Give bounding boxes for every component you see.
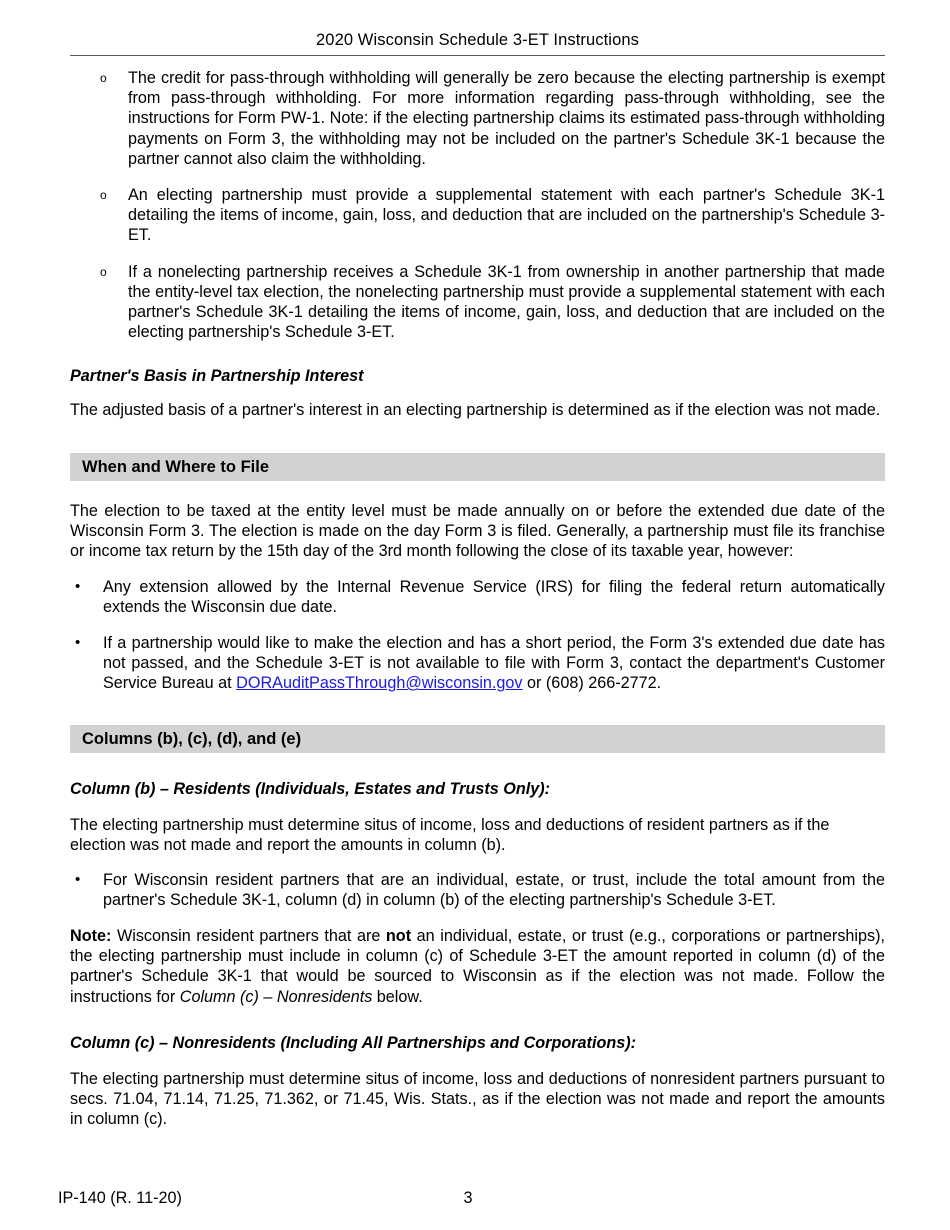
list-item	[70, 68, 885, 169]
list-item-text: Any extension allowed by the Internal Revenue Service (IRS) for filing the federal return automatically extends the Wisconsin due date.	[103, 578, 885, 617]
round-bullet-icon: •	[75, 578, 81, 596]
header-divider	[70, 55, 885, 56]
circle-bullet-icon: o	[100, 71, 107, 85]
list-item-text-before-link: If a partnership would like to make the election and has a short period, the Form 3's extended due date has not passed, and the Schedule 3-ET is not available to file with Form 3, contact the department's Customer Service Bureau at	[103, 633, 885, 693]
list-item	[70, 262, 885, 343]
section-banner-title: When and Where to File	[82, 457, 270, 476]
section-banner-title: Columns (b), (c), (d), and (e)	[82, 730, 302, 749]
list-item-text: For Wisconsin resident partners that are an individual, estate, or trust, include the total amount from the partner's Schedule 3K-1, column (d) in column (b) of the electing partnership's Schedule 3-ET.	[103, 870, 885, 909]
list-item-text: The credit for pass-through withholding will generally be zero because the electing partnership is exempt from pass-through withholding. For more information regarding pass-through withholding, see the instructions for Form PW-1. Note: if the electing partnership claims its estimated pass-through withholding payments on Form 3, the withholding may not be included on the partner's Schedule 3K-1 because the partner cannot also claim the withholding.	[128, 69, 885, 168]
document-body	[70, 68, 885, 1130]
round-bullet-icon: •	[75, 633, 81, 651]
page-number: 3	[463, 1189, 473, 1207]
note-text-1: Wisconsin resident partners that are	[111, 927, 386, 946]
partners-basis-paragraph: The adjusted basis of a partner's interest in an electing partnership is determined as if the election was not made.	[70, 401, 881, 420]
sub-bullet-list	[70, 68, 885, 342]
list-item	[70, 185, 885, 246]
column-c-paragraph: The electing partnership must determine situs of income, loss and deductions of nonresident partners pursuant to secs. 71.04, 71.14, 71.25, 71.362, or 71.45, Wis. Stats., as if the election was not made and report the amounts in column (c).	[70, 1069, 885, 1129]
column-b-bullet-list	[70, 870, 885, 910]
circle-bullet-icon: o	[100, 188, 107, 203]
round-bullet-icon: •	[75, 870, 81, 888]
circle-bullet-icon: o	[100, 264, 107, 279]
email-link[interactable]: DORAuditPassThrough@wisconsin.gov	[236, 674, 523, 693]
section-banner-when-and-where	[70, 453, 885, 481]
list-item	[70, 633, 885, 694]
list-item	[70, 870, 885, 910]
list-item-text: If a nonelecting partnership receives a Schedule 3K-1 from ownership in another partnership that made the entity-level tax election, the nonelecting partnership must provide a supplemental statement with each partner's Schedule 3K-1 detailing the items of income, gain, loss, and deduction that are included on the electing partnership's Schedule 3-ET.	[128, 262, 885, 342]
page-header	[70, 30, 885, 50]
note-label: Note:	[70, 927, 112, 946]
page-title: 2020 Wisconsin Schedule 3-ET Instructions	[316, 31, 639, 49]
when-and-where-paragraph: The election to be taxed at the entity level must be made annually on or before the extended due date of the Wisconsin Form 3. The election is made on the day Form 3 is filed. Generally, a partnership must file its franchise or income tax return by the 15th day of the 3rd month following the close of its taxable year, however:	[70, 501, 885, 561]
column-c-heading: Column (c) – Nonresidents (Including All Partnerships and Corporations):	[70, 1033, 637, 1052]
list-item-text: An electing partnership must provide a supplemental statement with each partner's Schedule 3K-1 detailing the items of income, gain, loss, and deduction that are included on the partnership's Schedule 3-ET.	[128, 186, 885, 245]
list-item-text-after-link: or (608) 266-2772.	[522, 674, 662, 693]
column-b-heading: Column (b) – Residents (Individuals, Estates and Trusts Only):	[70, 780, 551, 799]
note-italic-reference: Column (c) – Nonresidents	[179, 987, 373, 1006]
section-banner-columns	[70, 725, 885, 753]
document-id: IP-140 (R. 11-20)	[58, 1189, 182, 1207]
partners-basis-heading: Partner's Basis in Partnership Interest	[70, 367, 364, 386]
column-b-note	[70, 926, 885, 1007]
list-item	[70, 577, 885, 617]
note-text-2: an individual, estate, or trust (e.g., corporations or partnerships), the electing partnership must include in column (c) of Schedule 3-ET the amount reported in column (d) of the partner's Schedule 3K-1 that would be sourced to Wisconsin as if the election was not made. Follow the instructions for	[70, 927, 885, 1006]
when-and-where-bullet-list	[70, 577, 885, 693]
note-text-3: below.	[372, 987, 423, 1006]
column-b-paragraph: The electing partnership must determine situs of income, loss and deductions of resident partners as if the election was not made and report the amounts in column (b).	[70, 816, 830, 855]
note-emphasis-not: not	[385, 927, 412, 946]
